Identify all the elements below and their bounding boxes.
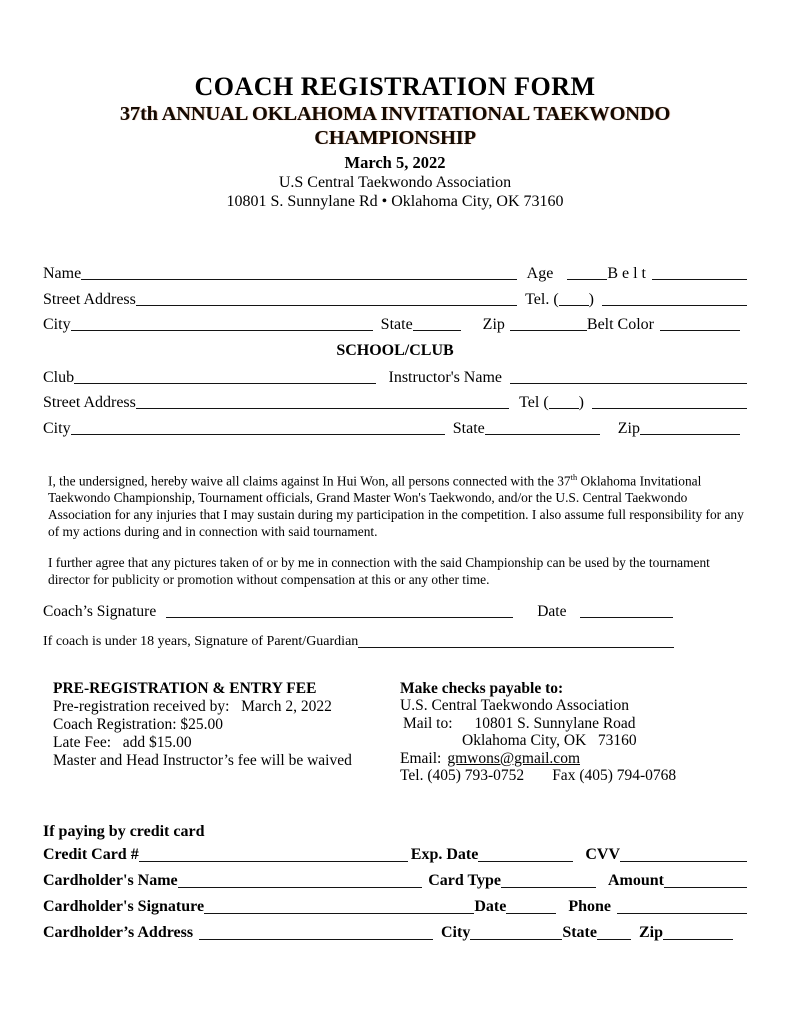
- belt-label: B e l t: [607, 265, 646, 282]
- credit-zip-field[interactable]: [663, 939, 733, 940]
- credit-date-field[interactable]: [506, 913, 556, 914]
- email-line: [400, 750, 747, 768]
- school-city-row: [43, 419, 747, 438]
- email-label: Email:: [400, 749, 442, 767]
- mail-to-label: Mail to:: [403, 714, 453, 732]
- organization-address: 10801 S. Sunnylane Rd • Oklahoma City, OK 73160: [226, 193, 564, 210]
- city-label: City: [43, 316, 71, 333]
- guardian-signature-row: [43, 632, 747, 651]
- school-club-heading: SCHOOL/CLUB: [336, 341, 454, 359]
- cardholder-address-row: [43, 923, 747, 943]
- event-title: 37th ANNUAL OKLAHOMA INVITATIONAL TAEKWONDO CHAMPIONSHIP: [119, 103, 671, 149]
- fees-heading: PRE-REGISTRATION & ENTRY FEE: [53, 679, 317, 697]
- waiver-p1-text-cont: Oklahoma Invitational Taekwondo Championship, Tournament officials, Grand Master Won's Taekwondo, and/or the U.S. Central Taekwondo Association for any injuries that I may sustain during my participation in the competition. I also assume full responsibility for any of my actions during and in connection with said tournament.: [48, 472, 744, 539]
- club-label: Club: [43, 368, 75, 386]
- pre-registration-fees: [53, 680, 400, 785]
- school-state-label: State: [452, 419, 485, 437]
- school-area-code-field[interactable]: [549, 408, 579, 409]
- street-address-row: [43, 290, 747, 309]
- fees-late-fee: Late Fee: add $15.00: [53, 733, 192, 751]
- name-field[interactable]: [81, 279, 516, 280]
- club-field[interactable]: [74, 383, 376, 384]
- signature-date-field[interactable]: [580, 617, 673, 618]
- coach-info-section: [43, 264, 747, 334]
- form-header: [43, 72, 747, 211]
- school-street-label: Street Address: [43, 394, 136, 411]
- school-zip-label: Zip: [617, 419, 640, 437]
- instructor-name-label: Instructor's Name: [388, 368, 502, 386]
- street-address-field[interactable]: [136, 305, 517, 306]
- phone-label: Phone: [568, 897, 611, 915]
- tel-paren: ): [588, 290, 594, 308]
- credit-card-number-row: [43, 845, 747, 865]
- school-tel-field[interactable]: [592, 408, 747, 409]
- credit-zip-label: Zip: [638, 923, 663, 941]
- credit-card-number-label: Credit Card #: [43, 845, 139, 863]
- guardian-signature-field[interactable]: [358, 647, 674, 648]
- age-label: Age: [526, 265, 554, 282]
- credit-state-label: State: [562, 923, 597, 941]
- school-tel-label: Tel (: [519, 394, 549, 411]
- credit-date-label: Date: [474, 897, 507, 915]
- phone-field[interactable]: [617, 913, 747, 914]
- tel-field[interactable]: [602, 305, 747, 306]
- state-field[interactable]: [413, 330, 461, 331]
- cardholder-name-label: Cardholder's Name: [43, 871, 178, 889]
- payee-organization: U.S. Central Taekwondo Association: [400, 697, 629, 715]
- belt-field[interactable]: [652, 279, 747, 280]
- email-link[interactable]: gmwons@gmail.com: [447, 749, 580, 767]
- cardholder-signature-field[interactable]: [204, 913, 474, 914]
- school-city-field[interactable]: [71, 434, 445, 435]
- school-club-section: [43, 368, 747, 438]
- mail-address-line2: Oklahoma City, OK 73160: [462, 732, 637, 750]
- cvv-label: CVV: [585, 845, 620, 863]
- club-row: [43, 368, 747, 387]
- coach-signature-field[interactable]: [166, 617, 513, 618]
- checks-payable-heading: Make checks payable to:: [400, 679, 564, 697]
- exp-date-label: Exp. Date: [410, 845, 479, 863]
- cardholder-name-row: [43, 871, 747, 891]
- waiver-paragraph-2: I further agree that any pictures taken of or by me in connection with the said Championship can be used by the tournament director for publicity or promotion without compensation at this or any other time.: [48, 554, 710, 587]
- event-date: March 5, 2022: [344, 153, 446, 172]
- credit-card-section: [43, 822, 747, 943]
- credit-state-field[interactable]: [597, 939, 631, 940]
- mail-to-line: [400, 715, 747, 733]
- belt-color-label: Belt Color: [586, 316, 654, 333]
- waiver-paragraph-1: [48, 469, 747, 540]
- exp-date-field[interactable]: [478, 861, 573, 862]
- cardholder-address-label: Cardholder’s Address: [43, 923, 194, 941]
- belt-color-field[interactable]: [660, 330, 740, 331]
- school-zip-field[interactable]: [640, 434, 740, 435]
- guardian-signature-label: If coach is under 18 years, Signature of Parent/Guardian: [43, 633, 359, 649]
- cardholder-address-field[interactable]: [199, 939, 433, 940]
- coach-signature-row: [43, 602, 747, 621]
- zip-label: Zip: [482, 316, 505, 333]
- street-address-label: Street Address: [43, 290, 136, 308]
- amount-label: Amount: [607, 871, 664, 889]
- cvv-field[interactable]: [620, 861, 747, 862]
- amount-field[interactable]: [664, 887, 747, 888]
- zip-field[interactable]: [510, 330, 587, 331]
- name-row: [43, 264, 747, 283]
- card-type-field[interactable]: [501, 887, 596, 888]
- age-field[interactable]: [567, 279, 607, 280]
- payment-tel: Tel. (405) 793-0752: [400, 767, 525, 785]
- tel-label: Tel. (: [525, 290, 559, 308]
- credit-city-label: City: [441, 923, 471, 941]
- fees-coach-registration: Coach Registration: $25.00: [53, 715, 224, 733]
- cardholder-signature-row: [43, 897, 747, 917]
- tel-fax-line: [400, 767, 747, 785]
- organization-name: U.S Central Taekwondo Association: [278, 174, 512, 191]
- school-city-label: City: [43, 419, 71, 437]
- credit-card-heading: If paying by credit card: [43, 822, 205, 840]
- fees-payment-section: [43, 680, 747, 785]
- cardholder-name-field[interactable]: [178, 887, 423, 888]
- fees-waiver-note: Master and Head Instructor’s fee will be waived: [53, 751, 352, 769]
- waiver-p1-text: I, the undersigned, hereby waive all claims against In Hui Won, all persons connected with the 37: [48, 472, 571, 488]
- credit-city-field[interactable]: [470, 939, 562, 940]
- instructor-name-field[interactable]: [510, 383, 747, 384]
- area-code-field[interactable]: [559, 305, 589, 306]
- waiver-ordinal-sup: th: [570, 472, 578, 482]
- payment-fax: Fax (405) 794-0768: [552, 767, 677, 785]
- cardholder-signature-label: Cardholder's Signature: [43, 897, 205, 915]
- school-street-field[interactable]: [136, 408, 509, 409]
- fees-deadline: Pre-registration received by: March 2, 2022: [53, 697, 332, 715]
- signature-date-label: Date: [537, 602, 567, 620]
- name-label: Name: [43, 265, 82, 282]
- payment-info: [400, 680, 747, 785]
- school-state-field[interactable]: [485, 434, 600, 435]
- coach-signature-label: Coach’s Signature: [43, 602, 157, 620]
- state-label: State: [380, 316, 413, 333]
- school-tel-paren: ): [578, 394, 584, 411]
- city-field[interactable]: [71, 330, 373, 331]
- card-type-label: Card Type: [428, 871, 501, 889]
- credit-card-number-field[interactable]: [139, 861, 408, 862]
- waiver-section: [43, 469, 747, 588]
- mail-address-line1: 10801 S. Sunnylane Road: [474, 714, 636, 732]
- form-title: COACH REGISTRATION FORM: [194, 72, 596, 101]
- school-street-row: [43, 393, 747, 412]
- city-row: [43, 315, 747, 334]
